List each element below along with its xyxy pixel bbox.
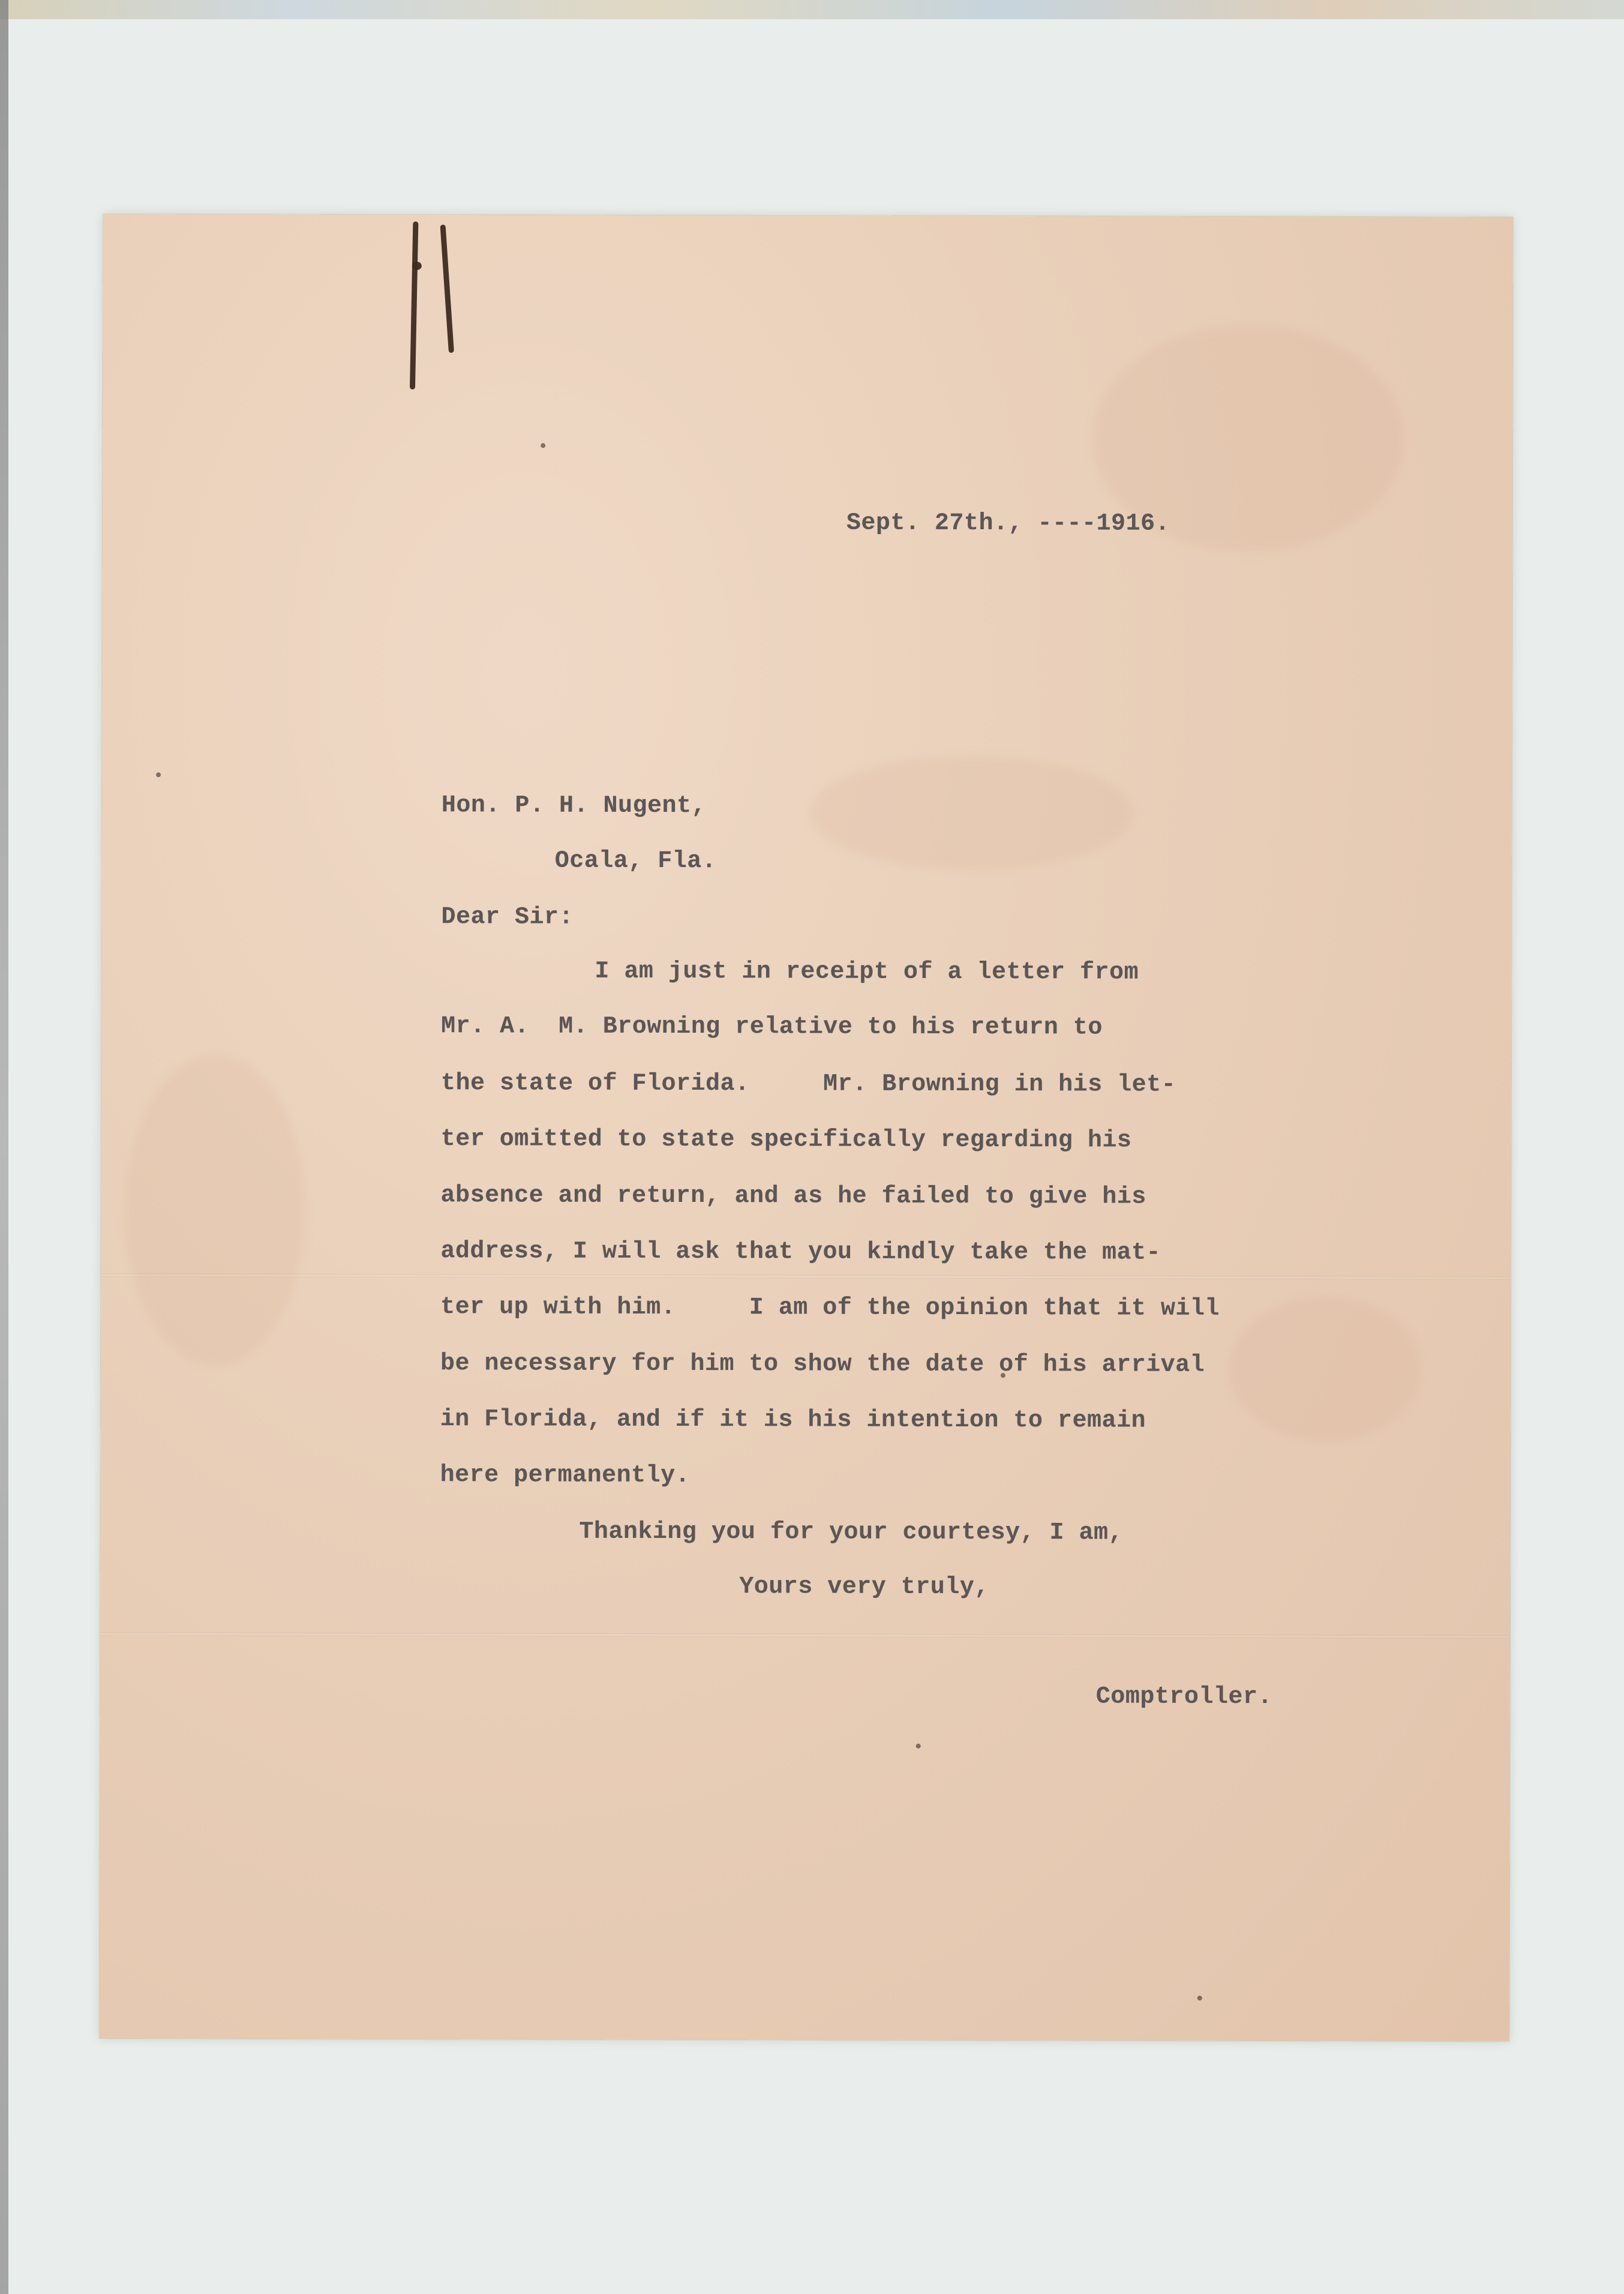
salutation: Dear Sir: <box>441 904 574 931</box>
filing-mark <box>410 221 418 389</box>
letter-body-line: in Florida, and if it is his intention to remain <box>440 1406 1146 1435</box>
letter-body-line: ter up with him. I am of the opinion that it will <box>440 1294 1220 1323</box>
scan-left-edge <box>0 0 8 2294</box>
paper-speck <box>156 772 161 777</box>
letter-body-line: the state of Florida. Mr. Browning in his let- <box>440 1070 1176 1099</box>
recipient-name: Hon. P. H. Nugent, <box>441 792 707 820</box>
letter-body-line: I am just in receipt of a letter from <box>595 958 1139 986</box>
fold-line <box>100 1632 1510 1639</box>
sign-off: Yours very truly, <box>739 1573 989 1602</box>
paper-stain <box>1229 1297 1421 1441</box>
letter-page <box>100 214 1513 2041</box>
paper-speck <box>541 443 545 448</box>
letter-body-line: absence and return, and as he failed to give his <box>440 1182 1146 1211</box>
letter-body-line: be necessary for him to show the date of his arrival <box>440 1350 1205 1379</box>
letter-body-line: here permanently. <box>440 1462 691 1490</box>
filing-mark <box>440 224 454 353</box>
closing-line: Thanking you for your courtesy, I am, <box>579 1518 1124 1547</box>
paper-speck <box>916 1744 921 1749</box>
paper-speck <box>1197 1996 1202 2001</box>
letter-date: Sept. 27th., ----1916. <box>846 509 1170 538</box>
scan-top-edge <box>0 0 1624 19</box>
letter-body-line: ter omitted to state specifically regarding his <box>440 1126 1132 1155</box>
filing-mark <box>412 262 422 270</box>
letter-body-line: Mr. A. M. Browning relative to his return to <box>441 1013 1103 1042</box>
fold-line <box>101 1273 1511 1280</box>
signature-title: Comptroller. <box>1095 1683 1272 1711</box>
paper-stain <box>125 1054 305 1367</box>
paper-stain <box>810 755 1134 870</box>
letter-body-line: address, I will ask that you kindly take the mat- <box>440 1238 1161 1267</box>
recipient-city: Ocala, Fla. <box>554 847 717 875</box>
